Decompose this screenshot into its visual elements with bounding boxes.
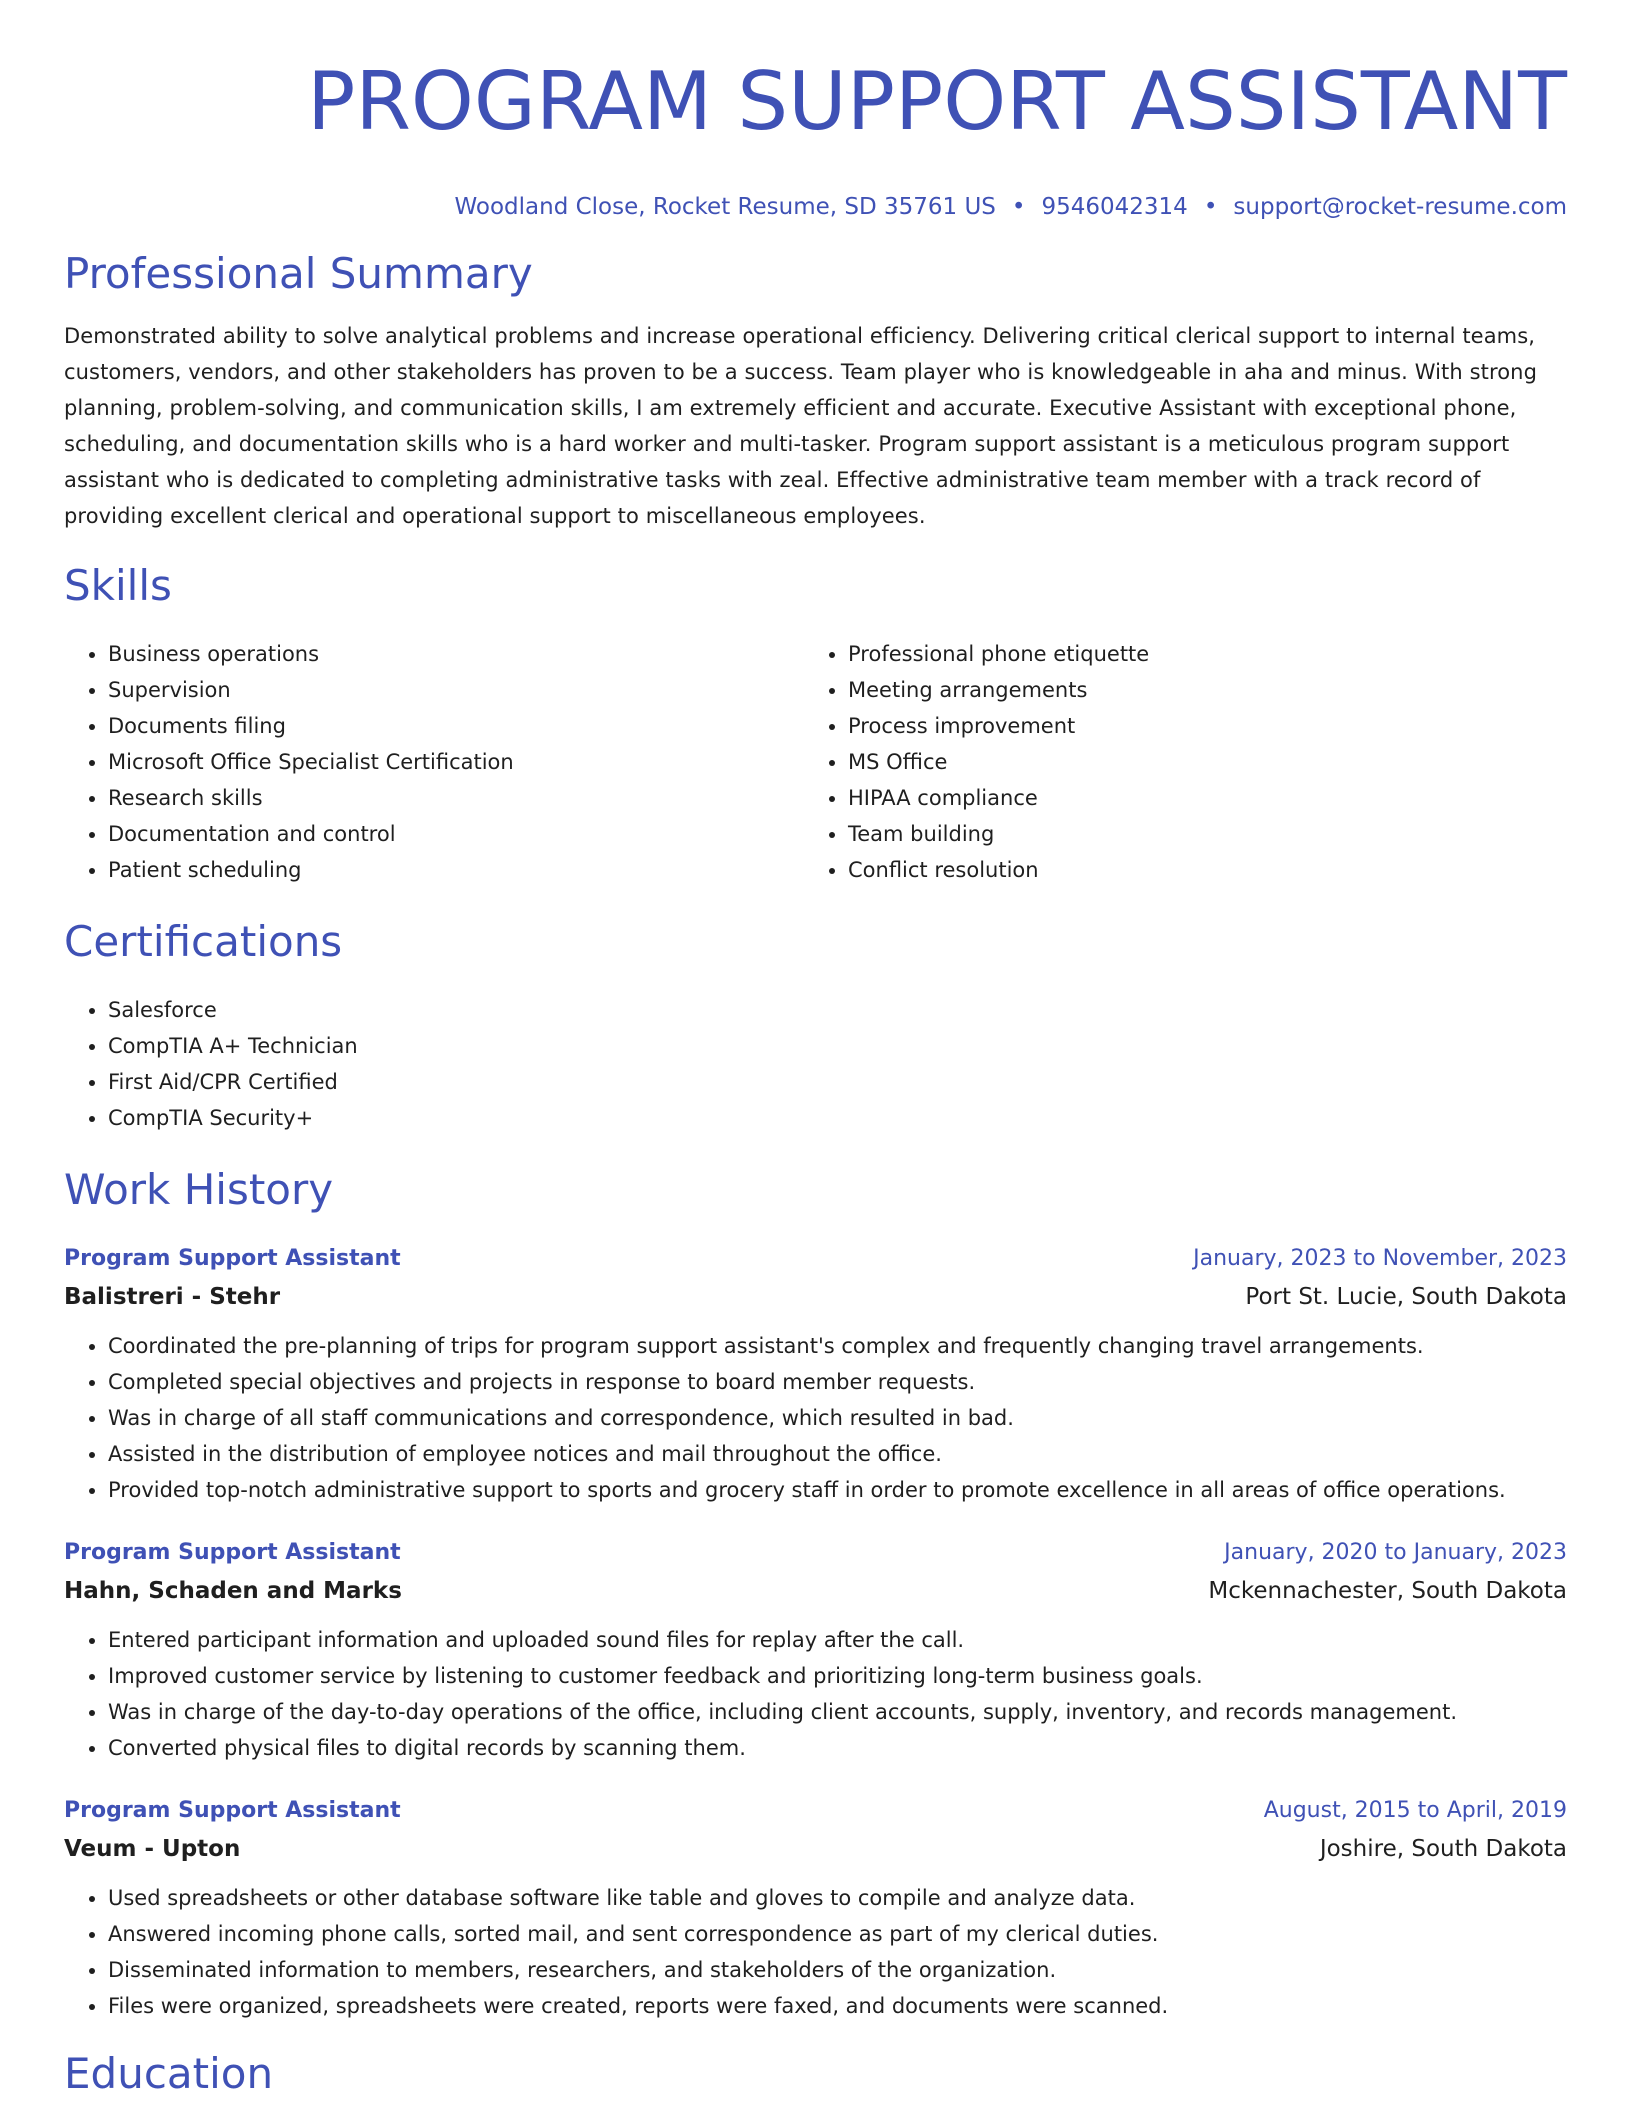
job-company-row [64,1572,1567,1610]
resume-header [64,52,1567,222]
job-bullet: • Was in charge of the day-to-day operations of the office, including client accounts, supply, inventory, and records management. [108,1694,1567,1730]
job-bullet: • Answered incoming phone calls, sorted mail, and sent correspondence as part of my clerical duties. [108,1916,1567,1952]
certifications-list [64,992,1567,1136]
job-bullet: • Files were organized, spreadsheets were created, reports were faxed, and documents were scanned. [108,1988,1567,2024]
job-location: Mckennachester, South Dakota [1208,1578,1567,1604]
work-history-heading: Work History [64,1165,334,1214]
contact-line [64,192,1567,222]
skills-right-list [805,636,1545,888]
skill-item: • Team building [848,816,1545,852]
contact-email: support@rocket-resume.com [1233,194,1567,220]
job-location: Port St. Lucie, South Dakota [1245,1284,1567,1310]
contact-separator: • [1011,194,1026,220]
job-company: Hahn, Schaden and Marks [64,1578,402,1604]
job-location: Joshire, South Dakota [1319,1836,1567,1862]
job-dates: January, 2023 to November, 2023 [1193,1246,1567,1271]
certification-item: • First Aid/CPR Certified [108,1064,1567,1100]
skill-item: • Process improvement [848,708,1545,744]
resume-page [64,0,1567,2102]
skills-left-list [64,636,805,888]
job-company: Balistreri - Stehr [64,1284,281,1310]
certifications-heading: Certifications [64,917,343,966]
job-company-row [64,1830,1567,1868]
job-title: Program Support Assistant [64,1798,401,1823]
skill-item: • HIPAA compliance [848,780,1545,816]
job-title: Program Support Assistant [64,1540,401,1565]
contact-separator: • [1203,194,1218,220]
certification-item: • CompTIA Security+ [108,1100,1567,1136]
skill-item: • Microsoft Office Specialist Certification [108,744,805,780]
job-bullet: • Completed special objectives and projects in response to board member requests. [108,1364,1567,1400]
job-bullet: • Was in charge of all staff communications and correspondence, which resulted in bad. [108,1400,1567,1436]
job-title-row [64,1240,1567,1278]
skill-item: • Professional phone etiquette [848,636,1545,672]
job-entry [64,1240,1567,1508]
job-title-row [64,1534,1567,1572]
job-bullet: • Converted physical files to digital records by scanning them. [108,1730,1567,1766]
job-bullets [64,1622,1567,1766]
certification-item: • CompTIA A+ Technician [108,1028,1567,1064]
job-entry [64,1792,1567,2024]
skill-item: • Patient scheduling [108,852,805,888]
job-title: Program Support Assistant [64,1246,401,1271]
skill-item: • Meeting arrangements [848,672,1545,708]
skill-item: • Conflict resolution [848,852,1545,888]
job-dates: August, 2015 to April, 2019 [1263,1798,1567,1823]
job-bullet: • Entered participant information and uploaded sound files for replay after the call. [108,1622,1567,1658]
job-bullet: • Provided top-notch administrative support to sports and grocery staff in order to promote excellence in all areas of office operations. [108,1472,1567,1508]
resume-name: PROGRAM SUPPORT ASSISTANT [307,55,1567,148]
job-bullet: • Assisted in the distribution of employee notices and mail throughout the office. [108,1436,1567,1472]
job-bullet: • Disseminated information to members, researchers, and stakeholders of the organization. [108,1952,1567,1988]
skill-item: • Business operations [108,636,805,672]
skills-grid [64,636,1567,888]
skill-item: • Research skills [108,780,805,816]
job-title-row [64,1792,1567,1830]
job-bullets [64,1328,1567,1508]
skills-heading: Skills [64,561,172,610]
summary-heading: Professional Summary [64,249,533,298]
contact-address: Woodland Close, Rocket Resume, SD 35761 US [454,194,996,220]
job-bullets [64,1880,1567,2024]
education-heading: Education [64,2049,274,2098]
job-dates: January, 2020 to January, 2023 [1224,1540,1567,1565]
skill-item: • Documentation and control [108,816,805,852]
skill-item: • MS Office [848,744,1545,780]
skill-item: • Supervision [108,672,805,708]
certification-item: • Salesforce [108,992,1567,1028]
skill-item: • Documents filing [108,708,805,744]
summary-text: Demonstrated ability to solve analytical problems and increase operational efficiency. Delivering critical clerical support to internal teams, customers, vendors, and other stakeholders has proven to be a success. Team player who is knowledgeable in aha and minus. With strong planning, problem-solving, and communication skills, I am extremely efficient and accurate. Executive Assistant with exceptional phone, scheduling, and documentation skills who is a hard worker and multi-tasker. Program support assistant is a meticulous program support assistant who is dedicated to completing administrative tasks with zeal. Effective administrative team member with a track record of providing excellent clerical and operational support to miscellaneous employees. [64,324,1538,528]
contact-phone: 9546042314 [1041,194,1188,220]
job-company: Veum - Upton [64,1836,241,1862]
job-bullet: • Coordinated the pre-planning of trips for program support assistant's complex and frequently changing travel arrangements. [108,1328,1567,1364]
job-bullet: • Used spreadsheets or other database software like table and gloves to compile and analyze data. [108,1880,1567,1916]
job-bullet: • Improved customer service by listening to customer feedback and prioritizing long-term business goals. [108,1658,1567,1694]
job-entry [64,1534,1567,1766]
job-company-row [64,1278,1567,1316]
